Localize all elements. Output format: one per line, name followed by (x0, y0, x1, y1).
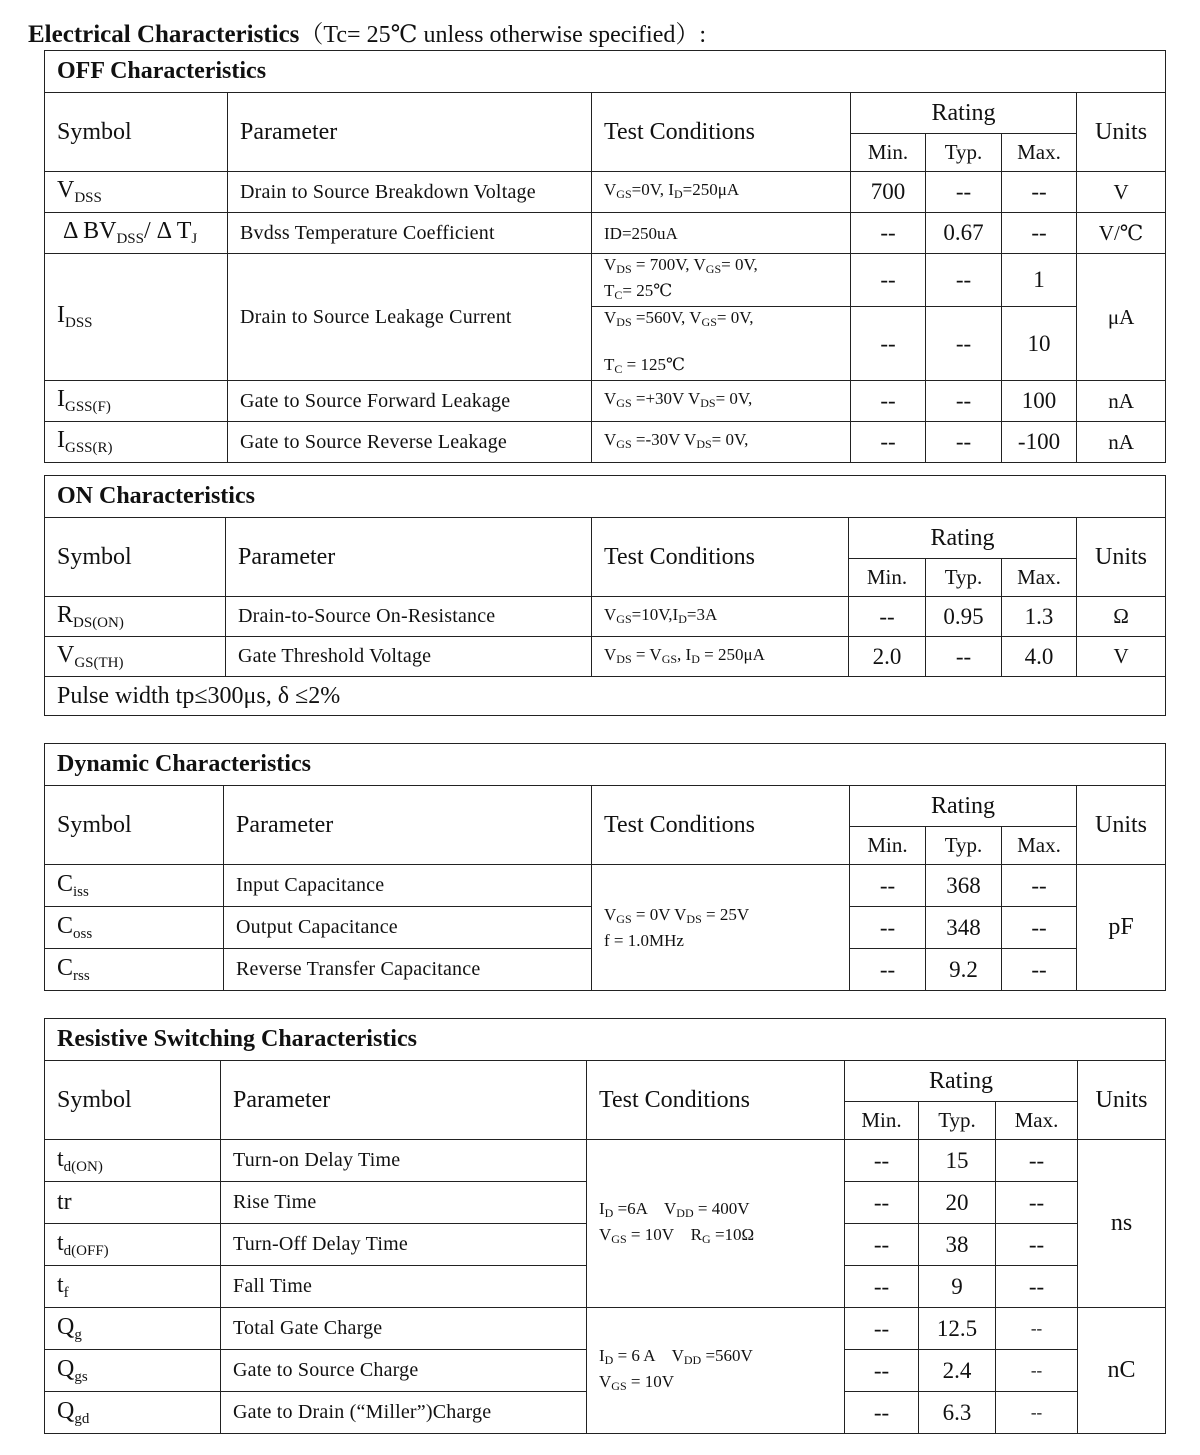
section-title: OFF Characteristics (45, 51, 1166, 93)
min-td-on: -- (845, 1140, 919, 1182)
dynamic-characteristics-table (44, 743, 1166, 991)
unit-idss: μA (1077, 254, 1166, 381)
max-coss: -- (1002, 907, 1077, 949)
param-ciss: Input Capacitance (224, 865, 592, 907)
typ-coss: 348 (926, 907, 1002, 949)
section-title: Dynamic Characteristics (45, 744, 1166, 786)
symbol-qgs: $Q_{gs}$ (45, 1350, 221, 1392)
typ-qgd: 6.3 (919, 1392, 996, 1434)
header-typ: Typ. (926, 827, 1002, 865)
symbol-vgsth: $V_{GS(TH)}$ (45, 637, 226, 677)
cond-vgsth: $V_{DS} = V_{GS}$, $I_D = 250\mu A$ (592, 637, 849, 677)
param-qgs: Gate to Source Charge (221, 1350, 587, 1392)
typ-vgsth: -- (926, 637, 1002, 677)
max-tr: -- (996, 1182, 1078, 1224)
header-min: Min. (851, 134, 926, 172)
symbol-qgd: $Q_{gd}$ (45, 1392, 221, 1434)
typ-vdss: -- (926, 172, 1002, 213)
unit-bvdss-tc: V/℃ (1077, 213, 1166, 254)
symbol-bvdss-tc: Δ $BV_{DSS}/$ Δ $T_J$ (45, 213, 228, 254)
typ-tf: 9 (919, 1266, 996, 1308)
param-qgd: Gate to Drain (“Miller”)Charge (221, 1392, 587, 1434)
min-igssf: -- (851, 381, 926, 422)
unit-vdss: V (1077, 172, 1166, 213)
typ-qg: 12.5 (919, 1308, 996, 1350)
typ-td-off: 38 (919, 1224, 996, 1266)
header-test-conditions: Test Conditions (592, 786, 850, 865)
max-qgd: -- (996, 1392, 1078, 1434)
typ-crss: 9.2 (926, 949, 1002, 991)
max-igssf: 100 (1002, 381, 1077, 422)
typ-qgs: 2.4 (919, 1350, 996, 1392)
typ-td-on: 15 (919, 1140, 996, 1182)
symbol-crss: $C_{rss}$ (45, 949, 224, 991)
symbol-tr: tr (45, 1182, 221, 1224)
header-max: Max. (1002, 559, 1077, 597)
max-idss-25c: 1 (1002, 254, 1077, 307)
param-qg: Total Gate Charge (221, 1308, 587, 1350)
max-crss: -- (1002, 949, 1077, 991)
param-igssr: Gate to Source Reverse Leakage (228, 422, 592, 463)
min-vdss: 700 (851, 172, 926, 213)
unit-vgsth: V (1077, 637, 1166, 677)
cond-idss-125c: $V_{DS} =560V$, $V_{GS}= 0V$, $T_C$ = 125℃ (592, 307, 851, 381)
header-rating: Rating (850, 786, 1077, 827)
param-igssf: Gate to Source Forward Leakage (228, 381, 592, 422)
symbol-igssr: $I_{GSS(R)}$ (45, 422, 228, 463)
typ-tr: 20 (919, 1182, 996, 1224)
cond-bvdss-tc: ID=250uA (592, 213, 851, 254)
min-ciss: -- (850, 865, 926, 907)
section-title: ON Characteristics (45, 476, 1166, 518)
min-coss: -- (850, 907, 926, 949)
symbol-vdss: $V_{DSS}$ (45, 172, 228, 213)
header-symbol: Symbol (45, 786, 224, 865)
symbol-td-off: $t_{d(OFF)}$ (45, 1224, 221, 1266)
unit-time: ns (1078, 1140, 1166, 1308)
typ-igssr: -- (926, 422, 1002, 463)
param-crss: Reverse Transfer Capacitance (224, 949, 592, 991)
symbol-idss: $I_{DSS}$ (45, 254, 228, 381)
header-units: Units (1077, 518, 1166, 597)
header-test-conditions: Test Conditions (592, 93, 851, 172)
header-test-conditions: Test Conditions (587, 1061, 845, 1140)
unit-igssr: nA (1077, 422, 1166, 463)
symbol-td-on: $t_{d(ON)}$ (45, 1140, 221, 1182)
max-qg: -- (996, 1308, 1078, 1350)
header-symbol: Symbol (45, 518, 226, 597)
header-typ: Typ. (926, 559, 1002, 597)
header-min: Min. (849, 559, 926, 597)
param-rdson: Drain-to-Source On-Resistance (226, 597, 592, 637)
cond-capacitance: $V_{GS} = 0V$ $V_{DS} = 25V$ f = 1.0MHz (592, 865, 850, 991)
max-qgs: -- (996, 1350, 1078, 1392)
unit-igssf: nA (1077, 381, 1166, 422)
header-max: Max. (996, 1102, 1078, 1140)
header-symbol: Symbol (45, 93, 228, 172)
min-tf: -- (845, 1266, 919, 1308)
typ-idss-125c: -- (926, 307, 1002, 381)
cond-switching-time: $I_D =6A$ $V_{DD} = 400V$ $V_{GS} = 10V$ $R_G =10\Omega$ (587, 1140, 845, 1308)
switching-characteristics-table (44, 1018, 1166, 1434)
header-typ: Typ. (926, 134, 1002, 172)
header-units: Units (1077, 786, 1166, 865)
symbol-ciss: $C_{iss}$ (45, 865, 224, 907)
header-parameter: Parameter (226, 518, 592, 597)
param-vgsth: Gate Threshold Voltage (226, 637, 592, 677)
cond-igssf: $V_{GS} =+30V$ $V_{DS}= 0V$, (592, 381, 851, 422)
min-vgsth: 2.0 (849, 637, 926, 677)
header-units: Units (1078, 1061, 1166, 1140)
min-rdson: -- (849, 597, 926, 637)
header-test-conditions: Test Conditions (592, 518, 849, 597)
header-parameter: Parameter (228, 93, 592, 172)
symbol-tf: $t_f$ (45, 1266, 221, 1308)
min-bvdss-tc: -- (851, 213, 926, 254)
header-symbol: Symbol (45, 1061, 221, 1140)
min-igssr: -- (851, 422, 926, 463)
header-parameter: Parameter (221, 1061, 587, 1140)
header-parameter: Parameter (224, 786, 592, 865)
header-max: Max. (1002, 827, 1077, 865)
cond-rdson: $V_{GS}=10V,I_D=3A$ (592, 597, 849, 637)
typ-bvdss-tc: 0.67 (926, 213, 1002, 254)
symbol-coss: $C_{oss}$ (45, 907, 224, 949)
min-td-off: -- (845, 1224, 919, 1266)
param-coss: Output Capacitance (224, 907, 592, 949)
symbol-igssf: $I_{GSS(F)}$ (45, 381, 228, 422)
max-vgsth: 4.0 (1002, 637, 1077, 677)
min-idss-125c: -- (851, 307, 926, 381)
cond-igssr: $V_{GS} =-30V$ $V_{DS}= 0V$, (592, 422, 851, 463)
typ-rdson: 0.95 (926, 597, 1002, 637)
header-typ: Typ. (919, 1102, 996, 1140)
min-idss-25c: -- (851, 254, 926, 307)
typ-ciss: 368 (926, 865, 1002, 907)
symbol-rdson: $R_{DS(ON)}$ (45, 597, 226, 637)
typ-igssf: -- (926, 381, 1002, 422)
section-title: Resistive Switching Characteristics (45, 1019, 1166, 1061)
max-vdss: -- (1002, 172, 1077, 213)
param-td-on: Turn-on Delay Time (221, 1140, 587, 1182)
unit-charge: nC (1078, 1308, 1166, 1434)
header-rating: Rating (845, 1061, 1078, 1102)
unit-capacitance: pF (1077, 865, 1166, 991)
param-tf: Fall Time (221, 1266, 587, 1308)
min-qgs: -- (845, 1350, 919, 1392)
min-crss: -- (850, 949, 926, 991)
cond-gate-charge: $I_D = 6$ A $V_{DD} =560V$ $V_{GS} = 10V$ (587, 1308, 845, 1434)
min-tr: -- (845, 1182, 919, 1224)
header-rating: Rating (851, 93, 1077, 134)
cond-idss-25c: $V_{DS} = 700V$, $V_{GS}= 0V$, $T_C=$ 25℃ (592, 254, 851, 307)
header-min: Min. (850, 827, 926, 865)
pulse-width-note: Pulse width tp≤300μs, δ ≤2% (45, 677, 1166, 716)
page-title: Electrical Characteristics（Tc= 25℃ unless otherwise specified）: (28, 21, 707, 48)
on-characteristics-table (44, 475, 1166, 716)
max-igssr: -100 (1002, 422, 1077, 463)
param-vdss: Drain to Source Breakdown Voltage (228, 172, 592, 213)
header-rating: Rating (849, 518, 1077, 559)
param-idss: Drain to Source Leakage Current (228, 254, 592, 381)
max-tf: -- (996, 1266, 1078, 1308)
param-bvdss-tc: Bvdss Temperature Coefficient (228, 213, 592, 254)
min-qg: -- (845, 1308, 919, 1350)
max-idss-125c: 10 (1002, 307, 1077, 381)
unit-rdson: Ω (1077, 597, 1166, 637)
cond-vdss: $V_{GS}=0V$, $I_D=250\mu A$ (592, 172, 851, 213)
max-td-off: -- (996, 1224, 1078, 1266)
max-ciss: -- (1002, 865, 1077, 907)
typ-idss-25c: -- (926, 254, 1002, 307)
min-qgd: -- (845, 1392, 919, 1434)
header-max: Max. (1002, 134, 1077, 172)
symbol-qg: $Q_g$ (45, 1308, 221, 1350)
off-characteristics-table (44, 50, 1166, 463)
max-rdson: 1.3 (1002, 597, 1077, 637)
max-bvdss-tc: -- (1002, 213, 1077, 254)
max-td-on: -- (996, 1140, 1078, 1182)
header-min: Min. (845, 1102, 919, 1140)
param-td-off: Turn-Off Delay Time (221, 1224, 587, 1266)
header-units: Units (1077, 93, 1166, 172)
param-tr: Rise Time (221, 1182, 587, 1224)
